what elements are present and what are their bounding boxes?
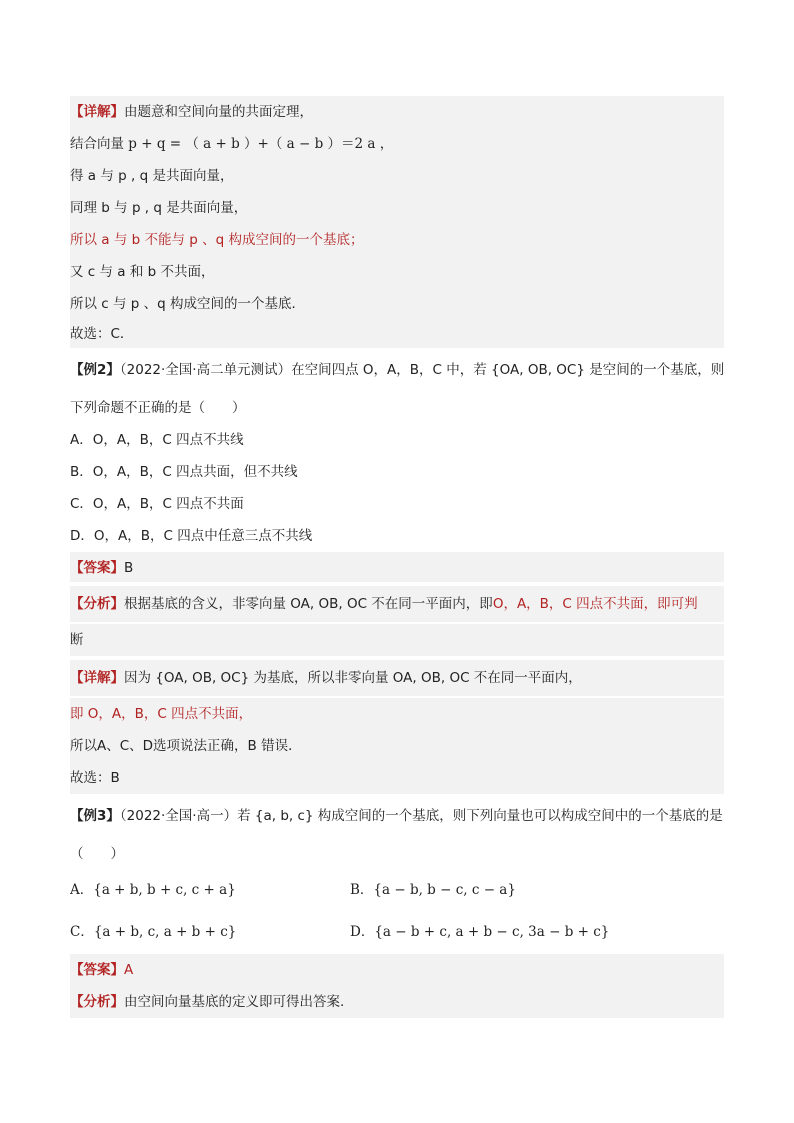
example3-option-d: D．{a − b + c, a + b − c, 3a − b + c}: [350, 924, 610, 940]
example2-tag: 【例2】: [70, 362, 120, 378]
answer-value: B: [124, 560, 134, 576]
example2-detail-line2: [70, 698, 724, 730]
example3-analysis: [70, 986, 724, 1018]
basis-conclusion-2: 所以 c 与 p 、q 构成空间的一个基底．: [70, 296, 306, 312]
example3-option-b: B．{a − b, b − c, c − a}: [350, 882, 516, 898]
example2-option-c: C．O，A，B，C 四点不共面: [70, 496, 244, 512]
coplanar-statement-2: 同理 b 与 p , q 是共面向量，: [70, 200, 248, 216]
detail-line-2: [70, 128, 724, 160]
detail-line-8: [70, 320, 724, 348]
detail-line-3: [70, 160, 724, 192]
analysis-text-cont: 断: [70, 632, 84, 648]
analysis-tag: 【分析】: [70, 596, 124, 612]
example3-options-row1: [70, 880, 724, 900]
example2-option-b: B．O，A，B，C 四点共面，但不共线: [70, 464, 298, 480]
detail-line-7: [70, 288, 724, 320]
example2-analysis-line1: [70, 586, 724, 622]
example2-detail-line1: [70, 660, 724, 696]
answer-tag: 【答案】: [70, 560, 124, 576]
basis-conclusion-1: 所以 a 与 b 不能与 p 、q 构成空间的一个基底；: [70, 232, 364, 248]
example2-stem-line1: [70, 360, 724, 380]
vector-sum-equation: 结合向量 p + q = （ a + b ）+（ a − b ）＝2 a ，: [70, 136, 394, 152]
detail-text: 由题意和空间向量的共面定理，: [124, 104, 313, 120]
example2-stem: 在空间四点 O，A，B，C 中，若 {OA, OB, OC} 是空间的一个基底，则: [291, 362, 724, 378]
example2-source: （2022·全国·高二单元测试）: [119, 362, 292, 378]
example2-detail-line4: [70, 762, 724, 794]
answer-tag-3: 【答案】: [70, 962, 124, 978]
example3-options-row2: [70, 922, 724, 942]
non-coplanar-statement: 又 c 与 a 和 b 不共面，: [70, 264, 215, 280]
example2-option-d: D．O，A，B，C 四点中任意三点不共线: [70, 528, 313, 544]
example3-option-c: C．{a + b, c, a + b + c}: [70, 924, 237, 940]
analysis-text: 根据基底的含义，非零向量 OA, OB, OC 不在同一平面内，即: [124, 596, 493, 612]
answer-value-3: A: [124, 962, 134, 978]
example2-analysis-line2: [70, 624, 724, 656]
detail-line-4: [70, 192, 724, 224]
example3-source: （2022·全国·高一）: [119, 808, 238, 824]
detail-line-6: [70, 256, 724, 288]
example2-option-a: A．O，A，B，C 四点不共线: [70, 432, 244, 448]
example2-stem-cont: 下列命题不正确的是（ ）: [70, 400, 246, 416]
analysis-text-red: O，A，B，C 四点不共面，即可判: [492, 596, 698, 612]
detail-text-red: 即 O，A，B，C 四点不共面，: [70, 706, 253, 722]
example3-option-a: A．{a + b, b + c, c + a}: [70, 882, 236, 898]
detail-text-2: 因为 {OA, OB, OC} 为基底，所以非零向量 OA, OB, OC 不在同一平面内，: [124, 670, 582, 686]
detail-text-4: 故选：B: [70, 770, 120, 786]
coplanar-statement-1: 得 a 与 p , q 是共面向量，: [70, 168, 234, 184]
detail-line-5: [70, 224, 724, 256]
choice-conclusion: 故选：C．: [70, 326, 134, 342]
detail-tag-2: 【详解】: [70, 670, 124, 686]
example3-stem: 若 {a, b, c} 构成空间的一个基底，则下列向量也可以构成空间中的一个基底的是: [237, 808, 723, 824]
example3-stem-cont: （ ）: [70, 846, 124, 862]
detail-line-1: [70, 96, 724, 128]
analysis-tag-3: 【分析】: [70, 994, 124, 1010]
detail-tag: 【详解】: [70, 104, 124, 120]
example3-tag: 【例3】: [70, 808, 120, 824]
example2-stem-line2: [70, 398, 724, 418]
example3-answer: [70, 954, 724, 986]
example2-detail-line3: [70, 730, 724, 762]
analysis-text-3: 由空间向量基底的定义即可得出答案.: [124, 994, 345, 1010]
example2-answer: [70, 552, 724, 582]
detail-text-3: 所以A、C、D选项说法正确，B 错误．: [70, 738, 302, 754]
example3-stem-line2: [70, 844, 724, 864]
example3-stem-line1: [70, 806, 724, 826]
